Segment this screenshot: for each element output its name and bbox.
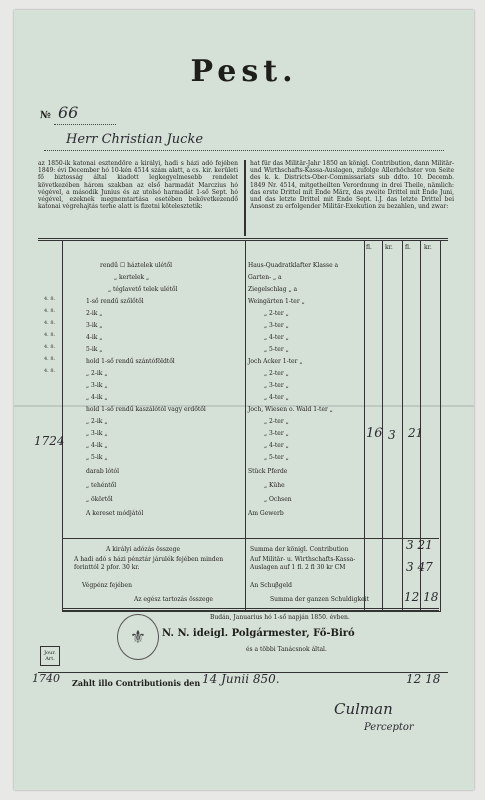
table-value-divider-3 xyxy=(402,240,403,610)
col-head-kr-2: kr. xyxy=(424,244,432,251)
de-row: Weingärten 1-ter „ xyxy=(248,298,305,305)
hu-row: „ kertelek „ xyxy=(114,274,150,281)
table-value-divider-4 xyxy=(420,240,421,610)
de-row: „ 4-ter „ xyxy=(264,442,289,449)
de-row: „ 3-ter „ xyxy=(264,430,289,437)
double-rule-bottom xyxy=(62,608,439,611)
hu-row: „ 2-ik „ xyxy=(86,418,108,425)
hu-row: „ 5-ik „ xyxy=(86,454,108,461)
de-row: „ 2-ter „ xyxy=(264,370,289,377)
hu-row: „ tehéntől xyxy=(86,482,117,489)
office-subtitle: és a többi Tanácsnok által. xyxy=(246,646,327,653)
summary-hand-1: 3 21 xyxy=(406,538,433,552)
hu-row: 2-ik „ xyxy=(86,310,103,317)
summary-hu-2: A hadi adó s házi pénztár járulék fejében minden forinttól 2 pfor. 30 kr. xyxy=(74,556,224,571)
de-row: Haus-Quadratklafter Klasse a xyxy=(248,262,339,269)
hu-row: 5-ik „ xyxy=(86,346,103,353)
summary-de-1: Summa der königl. Contribution xyxy=(250,546,349,553)
summary-hu-4: Az egész tartozás összege xyxy=(134,596,213,603)
margin-label: 4. 8. xyxy=(44,356,56,362)
number-label: № xyxy=(40,110,51,121)
hu-row: „ 4-ik „ xyxy=(86,394,108,401)
table-mid-divider xyxy=(245,240,246,610)
hu-row: „ 3-ik „ xyxy=(86,430,108,437)
seal-icon: ⚜ xyxy=(117,614,159,660)
intro-german: hat für das Militär-Jahr 1850 an königl. Contribution, dann Militär- und Wirthschafts-Kassa-Auslagen, zufolge Allerhöchster von Seite des k. k. Districts-Ober-Commissariats sub ddto. 10. Decemb. 1849 Nr. 4514, mitgetheilten Verordnung in drei Theile, nämlich: das erste Drittel mit Ende März, das zweite Drittel mit Ende Juni, und das letzte Drittel mit Ende Sept. l.J. das letzte Drittel bei Ansonst zu erfolgender Militär-Exekution zu bezahlen, und zwar: xyxy=(250,160,454,211)
hu-row: hold 1-ső rendű szántóföldtől xyxy=(86,358,175,365)
paid-amount-handwritten: 12 18 xyxy=(406,672,441,686)
hu-row: 4-ik „ xyxy=(86,334,103,341)
margin-handwritten: 1724 xyxy=(34,434,65,448)
de-row: Ziegelschlag „ a xyxy=(248,286,298,293)
value-hand-fl: 16 xyxy=(366,426,383,441)
hu-row: 3-ik „ xyxy=(86,322,103,329)
de-row: „ Ochsen xyxy=(264,496,292,503)
hu-row: „ 3-ik „ xyxy=(86,382,108,389)
signature-subtitle: Perceptor xyxy=(364,722,414,733)
margin-label: 4. 8. xyxy=(44,296,56,302)
margin-label: 4. 8. xyxy=(44,344,56,350)
margin-label: 4. 8. xyxy=(44,308,56,314)
hu-row: hold 1-ső rendű kaszálótól vagy erdőtől xyxy=(86,406,206,413)
de-row: „ 5-ter „ xyxy=(264,346,289,353)
de-row: Am Gewerb xyxy=(248,510,284,517)
margin-label: 4. 8. xyxy=(44,320,56,326)
hu-row: A kereset módjától xyxy=(86,510,144,517)
de-row: „ 4-ter „ xyxy=(264,334,289,341)
col-head-kr-1: kr. xyxy=(385,244,393,251)
place-date: Budán, Januarius hó 1-ső napján 1850. évben. xyxy=(210,614,350,621)
paid-line: Zahlt illo Contributionis den xyxy=(72,678,201,688)
de-row: Stück Pferde xyxy=(248,468,288,475)
value-hand-total: 21 xyxy=(408,426,424,440)
de-row: „ 5-ter „ xyxy=(264,454,289,461)
document-sheet xyxy=(14,10,474,790)
signature-handwritten: Culman xyxy=(334,700,393,718)
de-row: „ Kühe xyxy=(264,482,285,489)
summary-top-rule xyxy=(62,538,439,539)
col-head-fl-1: fl. xyxy=(366,244,372,251)
de-row: „ 2-ter „ xyxy=(264,418,289,425)
summary-hu-1: A királyi adózás összege xyxy=(106,546,181,553)
hu-row: „ téglavető telek ulétől xyxy=(108,286,178,293)
hu-row: „ 2-ik „ xyxy=(86,370,108,377)
paid-date-handwritten: 14 Junii 850. xyxy=(202,672,280,686)
de-row: „ 3-ter „ xyxy=(264,322,289,329)
col-head-fl-2: fl. xyxy=(405,244,411,251)
hu-row: 1-ső rendű szőlőtől xyxy=(86,298,144,305)
name-handwritten: Herr Christian Jucke xyxy=(66,132,204,147)
summary-hand-3: 12 18 xyxy=(404,590,439,604)
de-row: „ 2-ter „ xyxy=(264,310,289,317)
intro-separator xyxy=(244,160,246,236)
intro-hungarian: az 1850-ik katonai esztendőre a királyi, hadi s házi adó fejében 1849: évi December hó 10-kén 4514 szám alatt, a cs. kir. kerületi fő biztosság által kiadott legkegyelmesebb rendelet következében három szakban az első harmadát Marczius hó végével, a második Junius és az utolsó harmadát 1-ső Sept. hó végével, ezeknek megnemtartása esetében bekövetkezendő katonai végrehajtás terhe alatt is fizetni kötelesztetik: xyxy=(38,160,238,211)
table-value-divider-1 xyxy=(364,240,365,610)
number-underline xyxy=(54,124,116,125)
hu-row: rendű ☐ háztelek ulétől xyxy=(100,262,173,269)
summary-de-4: Summa der ganzen Schuldigkeit xyxy=(270,596,370,603)
hu-row: darab lótól xyxy=(86,468,120,475)
de-row: „ 4-ter „ xyxy=(264,394,289,401)
value-hand-kr: 3 xyxy=(388,428,396,442)
de-row: Garten- „ a xyxy=(248,274,282,281)
name-underline xyxy=(44,150,444,151)
margin-label: 4. 8. xyxy=(44,332,56,338)
office-title: N. N. ideigl. Polgármester, Fő-Biró xyxy=(162,628,355,639)
summary-hu-3: Végpénz fejében xyxy=(82,582,132,589)
table-value-divider-2 xyxy=(382,240,383,610)
journal-box: Jour. Art. xyxy=(40,646,60,666)
summary-de-2: Auf Militär- u. Wirthschafts-Kassa-Auslagen auf 1 fl. 2 fl 30 kr CM xyxy=(250,556,356,571)
hu-row: „ 4-ik „ xyxy=(86,442,108,449)
hu-row: „ ökörtől xyxy=(86,496,113,503)
margin-label: 4. 8. xyxy=(44,368,56,374)
summary-de-3: An Schuβgeld xyxy=(250,582,292,589)
de-row: Joch, Wiesen o. Wald 1-ter „ xyxy=(248,406,333,413)
de-row: Joch Acker 1-ter „ xyxy=(248,358,303,365)
number-handwritten: 66 xyxy=(58,103,79,122)
summary-hand-2: 3 47 xyxy=(406,560,433,574)
document-title: Pest. xyxy=(190,54,298,89)
margin-bottom-handwritten: 1740 xyxy=(32,672,60,685)
de-row: „ 3-ter „ xyxy=(264,382,289,389)
